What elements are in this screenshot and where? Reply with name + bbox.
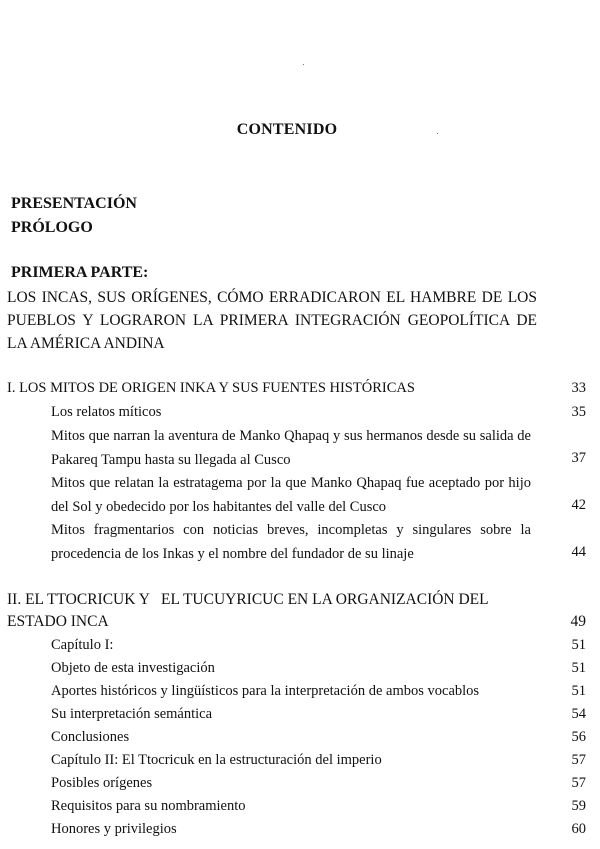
toc-entry (0, 795, 600, 817)
toc-entry (0, 634, 600, 656)
section-2-heading-cont: ESTADO INCA (7, 613, 109, 630)
entry-text: Mitos que narran la aventura de Manko Qhapaq y sus hermanos desde su salida de Pakareq Tampu hasta su llegada al Cusco (51, 428, 531, 468)
entry-text: Objeto de esta investigación (51, 660, 215, 676)
entry-page: 51 (571, 683, 586, 699)
entry-text: Honores y privilegios (51, 821, 177, 837)
entry-page: 60 (571, 821, 586, 837)
entry-text: Los relatos míticos (51, 404, 162, 420)
entry-text: Conclusiones (51, 729, 130, 745)
entry-page: 44 (571, 544, 586, 560)
page-title: CONTENIDO (236, 121, 338, 138)
section-1-row (0, 377, 600, 399)
scan-speck (303, 64, 304, 65)
section-2-row (0, 589, 600, 611)
entry-page: 59 (571, 798, 586, 814)
entry-page: 56 (571, 729, 586, 745)
entry-text: Capítulo II: El Ttocricuk en la estructuración del imperio (51, 752, 382, 768)
section-2-heading: II. EL TTOCRICUK Y EL TUCUYRICUC EN LA ORGANIZACIÓN DEL (7, 591, 489, 608)
entry-page: 35 (571, 404, 586, 420)
entry-text: Capítulo I: (51, 637, 114, 653)
entry-text: Mitos que relatan la estratagema por la que Manko Qhapaq fue aceptado por hijo del Sol y obedecido por los habitantes del valle del Cusco (51, 475, 531, 515)
toc-entry (0, 772, 600, 794)
toc-entry (0, 726, 600, 748)
section-2-row-2 (0, 611, 600, 633)
front-prologo: PRÓLOGO (11, 219, 93, 236)
toc-entry (0, 703, 600, 725)
toc-entry (0, 401, 600, 423)
toc-entry (0, 680, 600, 702)
section-1-heading: I. LOS MITOS DE ORIGEN INKA Y SUS FUENTES HISTÓRICAS (7, 380, 415, 396)
section-2-page: 49 (570, 613, 586, 630)
entry-page: 54 (571, 706, 586, 722)
toc-entry (0, 657, 600, 679)
toc-entry (0, 818, 600, 840)
front-presentacion: PRESENTACIÓN (11, 195, 137, 212)
entry-text: Requisitos para su nombramiento (51, 798, 246, 814)
toc-entry (0, 749, 600, 771)
entry-page: 42 (571, 497, 586, 513)
part-description: LOS INCAS, SUS ORÍGENES, CÓMO ERRADICARON EL HAMBRE DE LOS PUEBLOS Y LOGRARON LA PRIMERA INTEGRACIÓN GEOPOLÍTICA DE LA AMÉRICA ANDINA (7, 289, 537, 352)
entry-text: Su interpretación semántica (51, 706, 213, 722)
entry-page: 51 (571, 660, 586, 676)
entry-text: Aportes históricos y lingüísticos para la interpretación de ambos vocablos (51, 683, 480, 699)
part-label: PRIMERA PARTE: (11, 264, 149, 281)
entry-page: 37 (571, 450, 586, 466)
entry-page: 57 (571, 775, 586, 791)
entry-page: 51 (571, 637, 586, 653)
entry-text: Mitos fragmentarios con noticias breves, incompletas y singulares sobre la procedencia de los Inkas y el nombre del fundador de su linaje (51, 522, 531, 562)
entry-page: 57 (571, 752, 586, 768)
section-1-page: 33 (571, 380, 586, 396)
entry-text: Posibles orígenes (51, 775, 153, 791)
